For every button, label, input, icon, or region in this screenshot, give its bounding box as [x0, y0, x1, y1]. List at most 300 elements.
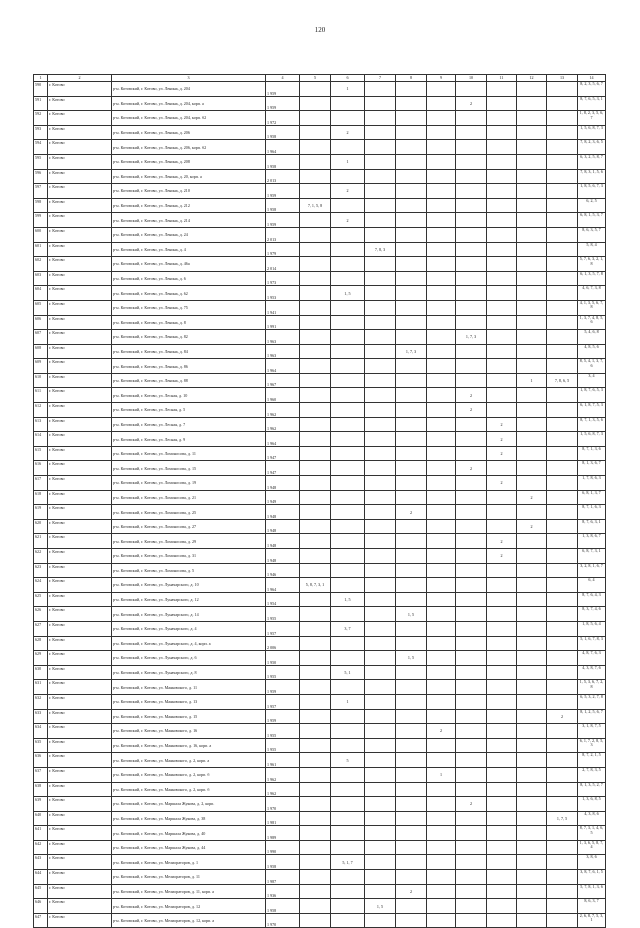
table-cell	[396, 242, 427, 257]
table-cell	[427, 315, 456, 330]
table-cell	[456, 476, 487, 491]
table-cell	[487, 461, 517, 476]
table-row	[34, 169, 606, 184]
table-row	[34, 461, 606, 476]
table-cell	[300, 169, 331, 184]
table-cell	[517, 344, 547, 359]
table-cell	[331, 578, 365, 593]
table-cell: 4, 1, 3, 5, 6, 7, 8	[578, 300, 606, 315]
table-cell: 1 964	[266, 432, 300, 447]
table-cell	[517, 651, 547, 666]
table-cell	[547, 403, 578, 418]
table-cell	[517, 534, 547, 549]
table-cell: 604	[34, 286, 48, 301]
table-cell: 1 963	[266, 344, 300, 359]
table-cell	[547, 242, 578, 257]
table-cell	[396, 549, 427, 564]
table-cell: 2	[487, 534, 517, 549]
table-row	[34, 446, 606, 461]
table-cell: г. Котово	[48, 359, 112, 374]
table-cell	[487, 227, 517, 242]
table-cell	[517, 549, 547, 564]
table-cell	[396, 534, 427, 549]
table-cell	[547, 738, 578, 753]
column-header: 9	[427, 75, 456, 82]
table-cell: р-н. Котовский, г. Котово, ул. Ленина, д. 204, корп. а	[112, 96, 266, 111]
table-cell	[456, 709, 487, 724]
table-cell: 1, 5, 6, 8, 7, 3	[578, 125, 606, 140]
table-cell: 8, 6, 3, 7	[578, 899, 606, 914]
table-cell: г. Котово	[48, 870, 112, 885]
table-cell: 1	[331, 694, 365, 709]
table-cell: г. Котово	[48, 213, 112, 228]
table-cell: г. Котово	[48, 96, 112, 111]
table-cell	[456, 767, 487, 782]
table-cell	[487, 315, 517, 330]
table-cell: 642	[34, 840, 48, 855]
table-cell	[517, 797, 547, 812]
table-cell	[517, 242, 547, 257]
table-cell	[396, 330, 427, 345]
column-header: 11	[487, 75, 517, 82]
table-cell: 1 947	[266, 446, 300, 461]
table-cell: 622	[34, 549, 48, 564]
table-cell	[456, 359, 487, 374]
table-cell	[365, 519, 396, 534]
table-cell	[331, 417, 365, 432]
table-cell	[300, 257, 331, 272]
table-cell: р-н. Котовский, г. Котово, ул. Ленина, д. 84	[112, 344, 266, 359]
table-cell	[427, 607, 456, 622]
table-cell	[365, 417, 396, 432]
table-cell	[396, 446, 427, 461]
table-cell: 1 964	[266, 359, 300, 374]
table-cell	[427, 344, 456, 359]
table-cell	[365, 694, 396, 709]
table-cell: г. Котово	[48, 753, 112, 768]
table-cell	[365, 125, 396, 140]
table-cell	[456, 140, 487, 155]
table-cell	[365, 782, 396, 797]
table-cell	[547, 184, 578, 199]
table-row	[34, 578, 606, 593]
table-cell	[547, 826, 578, 841]
table-cell	[396, 826, 427, 841]
table-cell	[331, 607, 365, 622]
table-cell: р-н. Котовский, г. Котово, ул. Луначарского, д. 4	[112, 621, 266, 636]
table-cell	[365, 811, 396, 826]
table-cell: 4, 8, 5, 6	[578, 344, 606, 359]
table-cell	[487, 592, 517, 607]
table-row	[34, 432, 606, 447]
table-cell	[365, 592, 396, 607]
table-cell	[300, 855, 331, 870]
table-cell: 598	[34, 198, 48, 213]
table-cell: 1 979	[266, 242, 300, 257]
table-cell	[547, 82, 578, 97]
table-cell	[331, 899, 365, 914]
table-cell	[365, 184, 396, 199]
table-cell	[487, 242, 517, 257]
table-cell	[365, 227, 396, 242]
table-cell	[396, 694, 427, 709]
table-cell	[427, 549, 456, 564]
table-cell	[547, 257, 578, 272]
table-row	[34, 242, 606, 257]
table-cell	[396, 592, 427, 607]
table-cell	[517, 724, 547, 739]
table-cell	[547, 840, 578, 855]
table-cell	[331, 446, 365, 461]
table-cell	[456, 811, 487, 826]
table-cell	[547, 913, 578, 928]
table-cell	[365, 388, 396, 403]
table-cell	[427, 870, 456, 885]
column-header: 3	[112, 75, 266, 82]
table-cell	[427, 432, 456, 447]
table-cell: 1 959	[266, 680, 300, 695]
table-cell: 6, 1, 7, 2, 8, 5, 3	[578, 738, 606, 753]
table-cell: 7, 8, 3, 1, 5, 6	[578, 169, 606, 184]
table-cell: 1 973	[266, 271, 300, 286]
table-cell: 628	[34, 636, 48, 651]
table-row	[34, 738, 606, 753]
table-cell	[547, 227, 578, 242]
table-cell	[331, 651, 365, 666]
table-row	[34, 344, 606, 359]
table-row	[34, 724, 606, 739]
table-cell	[331, 782, 365, 797]
table-cell	[547, 198, 578, 213]
table-cell: 8, 7, 1, 3, 5, 6	[578, 417, 606, 432]
table-cell	[396, 782, 427, 797]
table-cell: г. Котово	[48, 549, 112, 564]
table-cell: г. Котово	[48, 724, 112, 739]
table-cell: 590	[34, 82, 48, 97]
table-cell: 5, 7, 6, 3, 2, 1, 8	[578, 257, 606, 272]
table-cell: 6, 3, 2, 5, 8, 7	[578, 154, 606, 169]
table-cell	[456, 913, 487, 928]
column-header: 14	[578, 75, 606, 82]
table-cell: г. Котово	[48, 403, 112, 418]
column-header: 2	[48, 75, 112, 82]
header-row	[34, 75, 606, 82]
table-cell	[300, 227, 331, 242]
table-cell	[456, 724, 487, 739]
table-cell: г. Котово	[48, 505, 112, 520]
table-cell	[547, 549, 578, 564]
table-cell: 6, 1, 3, 5, 7, 8	[578, 271, 606, 286]
table-cell	[365, 534, 396, 549]
table-cell	[547, 651, 578, 666]
table-cell	[300, 534, 331, 549]
table-row	[34, 651, 606, 666]
table-cell	[365, 738, 396, 753]
table-row	[34, 154, 606, 169]
table-cell	[365, 884, 396, 899]
table-cell: г. Котово	[48, 665, 112, 680]
table-cell: р-н. Котовский, г. Котово, ул. Мелиораторов, д. 11	[112, 870, 266, 885]
table-cell	[456, 184, 487, 199]
table-cell	[547, 855, 578, 870]
table-cell: р-н. Котовский, г. Котово, ул. Ленина, д. 82	[112, 330, 266, 345]
table-cell	[331, 373, 365, 388]
table-cell	[517, 96, 547, 111]
table-cell: 630	[34, 665, 48, 680]
table-cell	[300, 621, 331, 636]
table-cell	[396, 490, 427, 505]
table-cell: р-н. Котовский, г. Котово, ул. Ленина, д. 46а	[112, 257, 266, 272]
table-row	[34, 184, 606, 199]
table-cell	[396, 140, 427, 155]
table-cell: г. Котово	[48, 811, 112, 826]
table-cell: г. Котово	[48, 607, 112, 622]
table-cell	[456, 636, 487, 651]
table-row	[34, 534, 606, 549]
table-cell	[427, 811, 456, 826]
table-cell: 627	[34, 621, 48, 636]
table-row	[34, 797, 606, 812]
table-row	[34, 505, 606, 520]
column-header: 4	[266, 75, 300, 82]
table-cell	[365, 198, 396, 213]
table-row	[34, 82, 606, 97]
table-cell	[427, 913, 456, 928]
table-cell	[331, 636, 365, 651]
table-cell: р-н. Котовский, г. Котово, ул. Ломоносова, д. 21	[112, 490, 266, 505]
column-header: 1	[34, 75, 48, 82]
table-cell	[517, 840, 547, 855]
table-cell: 1 958	[266, 154, 300, 169]
table-cell	[365, 490, 396, 505]
table-cell	[456, 694, 487, 709]
table-cell: 614	[34, 432, 48, 447]
table-cell: 1 959	[266, 213, 300, 228]
table-cell: г. Котово	[48, 184, 112, 199]
table-cell	[365, 476, 396, 491]
table-cell	[456, 738, 487, 753]
table-cell	[487, 198, 517, 213]
table-row	[34, 636, 606, 651]
table-cell: р-н. Котовский, г. Котово, ул. Ленина, д. 75	[112, 300, 266, 315]
table-cell	[456, 271, 487, 286]
table-cell: 3, 1, 8, 7, 5	[578, 724, 606, 739]
table-cell: 2	[456, 403, 487, 418]
table-cell: 8, 5, 4, 1, 3, 7, 6	[578, 359, 606, 374]
table-cell: 644	[34, 870, 48, 885]
table-cell: г. Котово	[48, 884, 112, 899]
table-row	[34, 826, 606, 841]
table-cell	[547, 286, 578, 301]
table-cell	[427, 82, 456, 97]
table-cell	[396, 476, 427, 491]
table-cell	[365, 446, 396, 461]
table-cell	[300, 213, 331, 228]
table-cell	[517, 855, 547, 870]
table-cell: р-н. Котовский, г. Котово, ул. Луначарского, д. 4, корп. а	[112, 636, 266, 651]
table-cell: р-н. Котовский, г. Котово, ул. Маяковского, д. 2, корп. б	[112, 782, 266, 797]
table-cell	[456, 563, 487, 578]
table-cell	[365, 154, 396, 169]
table-cell: 595	[34, 154, 48, 169]
table-cell: 1 959	[266, 709, 300, 724]
table-cell	[427, 388, 456, 403]
table-row	[34, 870, 606, 885]
table-row	[34, 621, 606, 636]
table-cell	[456, 300, 487, 315]
table-row	[34, 592, 606, 607]
table-cell	[547, 578, 578, 593]
table-cell: 1	[517, 373, 547, 388]
table-cell	[547, 621, 578, 636]
table-cell: 1 957	[266, 694, 300, 709]
table-cell: 2	[487, 549, 517, 564]
table-cell	[456, 884, 487, 899]
table-cell: р-н. Котовский, г. Котово, ул. Ленина, д. 210	[112, 184, 266, 199]
table-cell: 1, 7, 3	[456, 330, 487, 345]
table-cell: г. Котово	[48, 840, 112, 855]
table-cell: г. Котово	[48, 476, 112, 491]
table-cell: р-н. Котовский, г. Котово, ул. Маяковского, д. 16	[112, 724, 266, 739]
table-cell: г. Котово	[48, 694, 112, 709]
table-cell: р-н. Котовский, г. Котово, ул. Ленина, д. 6	[112, 271, 266, 286]
table-cell: р-н. Котовский, г. Котово, ул. Ломоносова, д. 27	[112, 519, 266, 534]
table-cell: 2	[517, 519, 547, 534]
table-row	[34, 403, 606, 418]
column-header: 12	[517, 75, 547, 82]
table-cell: 1 959	[266, 184, 300, 199]
table-cell	[517, 446, 547, 461]
table-cell	[427, 651, 456, 666]
table-cell	[547, 563, 578, 578]
table-cell: 1 972	[266, 111, 300, 126]
table-cell: 1, 5	[331, 286, 365, 301]
table-cell	[487, 797, 517, 812]
table-row	[34, 198, 606, 213]
table-cell: 1 960	[266, 388, 300, 403]
table-cell: г. Котово	[48, 315, 112, 330]
table-cell: 605	[34, 300, 48, 315]
table-cell	[300, 461, 331, 476]
table-cell	[365, 286, 396, 301]
table-cell	[456, 549, 487, 564]
table-cell	[396, 621, 427, 636]
table-cell: р-н. Котовский, г. Котово, ул. Ленина, д. 206	[112, 125, 266, 140]
table-cell	[396, 257, 427, 272]
table-cell	[396, 373, 427, 388]
table-cell	[396, 96, 427, 111]
table-cell	[396, 111, 427, 126]
table-cell	[300, 592, 331, 607]
table-cell	[396, 870, 427, 885]
table-cell	[487, 286, 517, 301]
table-cell: 1 967	[266, 373, 300, 388]
table-cell	[547, 490, 578, 505]
table-cell: 8, 7, 3, 1, 4, 6, 5	[578, 826, 606, 841]
table-cell: 606	[34, 315, 48, 330]
table-cell: 1 958	[266, 125, 300, 140]
table-cell	[331, 432, 365, 447]
table-cell: р-н. Котовский, г. Котово, ул. Луначарского, д. 14	[112, 607, 266, 622]
table-cell: 1, 3, 6, 5, 8, 7, 4	[578, 840, 606, 855]
table-cell	[517, 621, 547, 636]
table-cell: 8, 7, 6, 5, 3, 1	[578, 96, 606, 111]
table-cell: г. Котово	[48, 111, 112, 126]
table-cell: р-н. Котовский, г. Котово, ул. Лесная, д. 10	[112, 388, 266, 403]
table-cell	[300, 563, 331, 578]
table-cell: 5, 1, 6, 7, 8, 3	[578, 636, 606, 651]
table-cell	[547, 534, 578, 549]
table-cell	[300, 330, 331, 345]
table-cell: р-н. Котовский, г. Котово, ул. Маяковского, д. 15	[112, 709, 266, 724]
table-cell	[517, 300, 547, 315]
table-cell: 8, 7, 1, 6, 3	[578, 505, 606, 520]
table-cell	[547, 505, 578, 520]
table-row	[34, 315, 606, 330]
table-cell	[517, 82, 547, 97]
table-cell	[365, 169, 396, 184]
table-cell	[300, 359, 331, 374]
table-cell: 1 964	[266, 140, 300, 155]
table-cell: 1 970	[266, 797, 300, 812]
table-cell: 616	[34, 461, 48, 476]
table-cell	[365, 767, 396, 782]
table-cell	[487, 870, 517, 885]
table-cell: 3, 4	[578, 373, 606, 388]
table-cell: г. Котово	[48, 899, 112, 914]
table-cell	[365, 330, 396, 345]
table-cell	[456, 621, 487, 636]
table-cell	[427, 578, 456, 593]
table-cell: р-н. Котовский, г. Котово, ул. Лесная, д. 7	[112, 417, 266, 432]
table-cell: 1 959	[266, 96, 300, 111]
table-cell	[487, 257, 517, 272]
table-cell: 6, 5, 3, 2, 7, 8	[578, 694, 606, 709]
table-cell	[427, 636, 456, 651]
table-cell: 1 991	[266, 315, 300, 330]
table-cell: р-н. Котовский, г. Котово, ул. Луначарского, д. 6	[112, 651, 266, 666]
table-cell	[396, 636, 427, 651]
table-cell	[396, 227, 427, 242]
table-cell	[487, 578, 517, 593]
table-cell	[427, 446, 456, 461]
table-cell: 1 970	[266, 913, 300, 928]
table-cell	[300, 490, 331, 505]
table-cell	[456, 578, 487, 593]
table-cell: 1	[427, 767, 456, 782]
table-cell: г. Котово	[48, 782, 112, 797]
page-number: 120	[314, 26, 326, 34]
table-cell	[331, 300, 365, 315]
table-cell	[300, 519, 331, 534]
table-cell	[517, 738, 547, 753]
table-row	[34, 782, 606, 797]
column-header: 10	[456, 75, 487, 82]
table-cell	[517, 330, 547, 345]
table-cell	[396, 169, 427, 184]
table-row	[34, 330, 606, 345]
table-cell	[487, 563, 517, 578]
table-cell	[331, 461, 365, 476]
table-cell: 1, 5	[331, 592, 365, 607]
table-cell: г. Котово	[48, 388, 112, 403]
table-cell: 1 989	[266, 826, 300, 841]
table-cell	[487, 373, 517, 388]
table-cell: 2	[331, 184, 365, 199]
table-cell: 1, 3, 8, 6, 7	[578, 534, 606, 549]
table-cell: 1 958	[266, 198, 300, 213]
table-cell: р-н. Котовский, г. Котово, ул. Луначарского, д. 8	[112, 665, 266, 680]
